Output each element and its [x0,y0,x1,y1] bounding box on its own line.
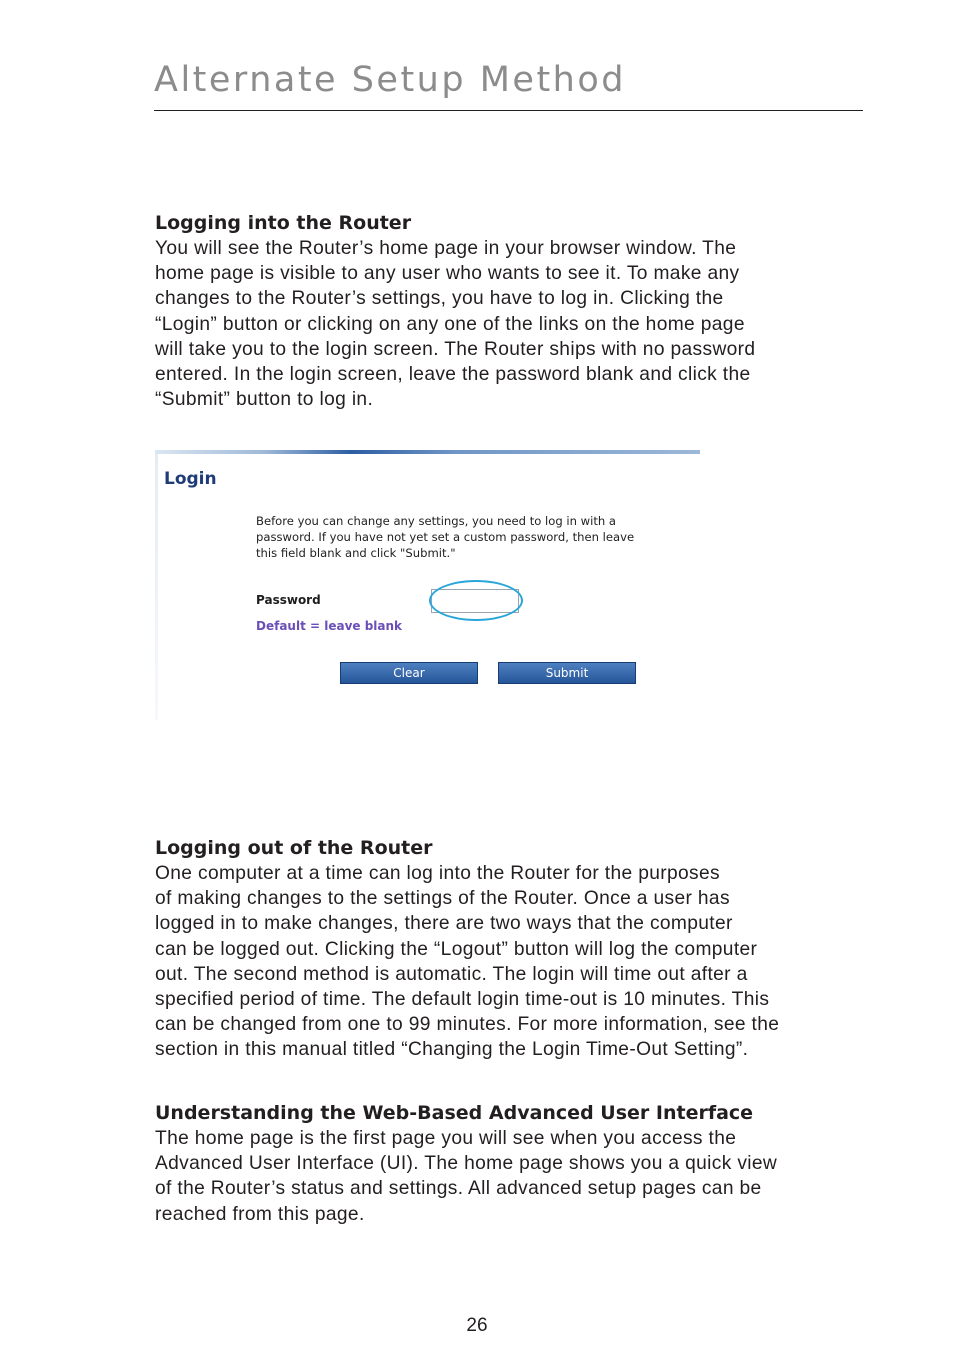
text-line: “Submit” button to log in. [155,389,374,411]
text-line: “Login” button or clicking on any one of the links on the home page [155,313,745,335]
page-title: Alternate Setup Method [154,60,626,100]
login-screenshot [155,450,700,720]
text-line: entered. In the login screen, leave the password blank and click the [155,364,751,386]
login-heading: Login [164,469,217,489]
title-divider [154,110,863,111]
text-line: changes to the Router’s settings, you have to log in. Clicking the [155,288,724,310]
text-line: One computer at a time can log into the Router for the purposes [155,863,720,884]
paragraph-advanced-ui [155,1126,867,1227]
text-line: of the Router’s status and settings. All advanced setup pages can be [155,1178,762,1200]
paragraph-logging-in [155,236,867,412]
text-line: You will see the Router’s home page in your browser window. The [155,238,737,259]
section-logging-out [155,835,867,1063]
screenshot-header-bar [155,450,700,454]
password-default-hint: Default = leave blank [256,619,403,633]
clear-button[interactable]: Clear [340,662,478,684]
text-line: out. The second method is automatic. The login will time out after a [155,963,748,985]
section-heading: Understanding the Web-Based Advanced User Interface [155,1102,754,1124]
text-line: can be changed from one to 99 minutes. For more information, see the [155,1014,780,1036]
text-line: password. If you have not yet set a custom password, then leave [256,530,635,544]
submit-button[interactable]: Submit [498,662,636,684]
paragraph-logging-out [155,861,867,1063]
login-instructions [256,513,696,561]
text-line: reached from this page. [155,1203,365,1225]
text-line: can be logged out. Clicking the “Logout” button will log the computer [155,938,758,960]
text-line: Before you can change any settings, you need to log in with a [256,514,617,528]
text-line: specified period of time. The default login time-out is 10 minutes. This [155,989,770,1011]
password-input[interactable] [431,589,519,613]
section-logging-in [155,210,867,412]
password-label: Password [256,593,321,607]
text-line: home page is visible to any user who wants to see it. To make any [155,263,740,285]
text-line: section in this manual titled “Changing the Login Time-Out Setting”. [155,1039,749,1061]
text-line: The home page is the first page you will see when you access the [155,1128,737,1149]
section-heading: Logging out of the Router [155,837,433,859]
text-line: of making changes to the settings of the Router. Once a user has [155,888,730,910]
section-advanced-ui [155,1100,867,1227]
section-heading: Logging into the Router [155,212,412,234]
text-line: logged in to make changes, there are two ways that the computer [155,913,733,935]
text-line: this field blank and click "Submit." [256,546,456,560]
text-line: will take you to the login screen. The Router ships with no password [155,338,756,360]
page-number: 26 [466,1315,488,1336]
screenshot-side-shade [155,454,158,720]
text-line: Advanced User Interface (UI). The home page shows you a quick view [155,1153,778,1175]
